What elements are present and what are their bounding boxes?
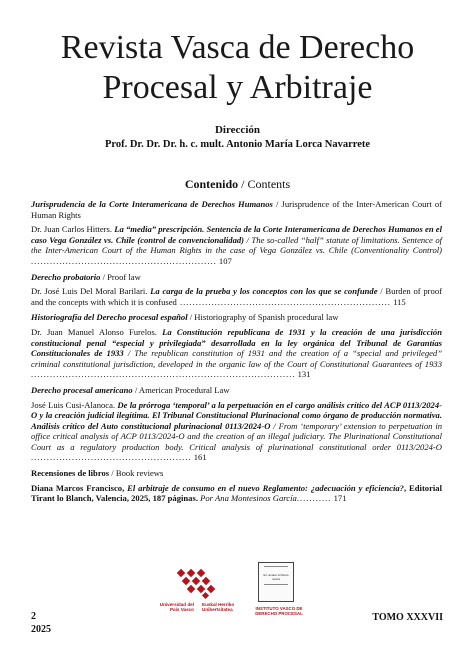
issue-info <box>31 610 51 636</box>
section-heading <box>31 385 442 396</box>
entry-page: 131 <box>297 369 311 380</box>
entry-leader: ........... <box>296 493 332 504</box>
entry-title-es: La Constitución republicana de 1931 y la creación de una jurisdicción constitucional penal “especial y privilegiada” desarrollada en la ley orgánica del Tribunal de Garantías Constitucionales de 1933 <box>31 326 442 359</box>
entry-page: 107 <box>218 255 232 266</box>
ivdp-logo <box>250 562 310 632</box>
review-entry[interactable] <box>31 483 442 504</box>
contents-heading-es: Contenido <box>184 177 239 191</box>
entry-title-es: La “media” prescripción. Sentencia de la Corte Interamericana de Derechos Humanos en el caso Vega González vs. Chile (control de convencionalidad) <box>31 224 442 245</box>
journal-title-line2: Procesal y Arbitraje <box>102 69 373 106</box>
review-publisher: , Editorial Tirant lo Blanch, Valencia, 2025, 187 páginas. <box>31 482 442 504</box>
section-title-en: / American Procedural Law <box>132 384 230 395</box>
director-name: Prof. Dr. Dr. Dr. h. c. mult. Antonio María Lorca Navarrete <box>104 139 371 150</box>
reviews-title-en: / Book reviews <box>109 468 164 479</box>
entry-title-en: / The so-called “half” statute of limitations. Sentence of the Inter-American Court of the Human Rights in the case of Vega González vs. Chile (Conventionality Control) <box>31 234 442 256</box>
reviews-title-es: Recensiones de libros <box>31 468 110 479</box>
section-title-es: Jurisprudencia de la Corte Interamericana de Derechos Humanos <box>31 199 273 209</box>
entry-title-es: La carga de la prueba y los conceptos con los que se confunde <box>150 286 378 297</box>
contents-heading-sep: / <box>238 177 248 191</box>
toc-section <box>31 199 442 267</box>
section-title-es: Historiografía del Derecho procesal español <box>31 312 188 323</box>
upv-caption: Universidad del País Vasco <box>159 602 194 613</box>
entry-title-es: De la prórroga ‘temporal’ a la perpetuación en el cargo análisis crítico del ACP 0113/2024-O y la creación judicial ilegítima. El Tribunal Constitucional Plurinacional como órgano de producción normativa. Análisis crítico del Auto constitucional plurinacional 0113/2024-O <box>31 399 442 431</box>
section-title-en: / Jurisprudence of the Inter-American Court of Human Rights <box>31 199 442 220</box>
issue-year: 2025 <box>31 624 51 635</box>
entry-author: Dr. Juan Carlos Hitters. <box>31 224 113 235</box>
section-title-en: / Historiography of Spanish procedural law <box>187 312 339 323</box>
entry-leader: ........................................................... <box>31 255 217 266</box>
entry-page: 115 <box>393 296 406 307</box>
toc-entry[interactable] <box>31 400 442 464</box>
entry-page: 171 <box>333 493 347 504</box>
toc-entry[interactable] <box>31 327 442 380</box>
ehu-caption: Euskal Herriko Unibertsitatea <box>202 602 235 613</box>
toc-section-reviews <box>31 468 442 504</box>
toc-section <box>31 385 442 463</box>
entry-title-en: / Burden of proof and the concepts with which it is confused <box>31 286 442 307</box>
review-book-title: El arbitraje de consumo en el nuevo Reglamento: ¿adecuación y eficiencia? <box>127 482 404 493</box>
upv-ehu-emblem-icon <box>176 568 222 600</box>
volume-label: TOMO XXXVII <box>372 612 443 623</box>
section-heading <box>31 272 442 283</box>
cover-footer <box>0 560 475 660</box>
entry-author: José Luis Cusi-Alanoca. <box>31 399 116 410</box>
entry-author: Dr. Juan Manuel Alonso Furelos. <box>31 326 157 337</box>
book-motto: Ex unitate fortitudo nostra <box>263 573 289 581</box>
section-title-en: / Proof law <box>100 271 141 282</box>
toc-section <box>31 312 442 380</box>
ivdp-caption: INSTITUTO VASCO DE DERECHO PROCESAL <box>255 606 303 617</box>
section-heading <box>31 312 442 323</box>
review-author: Diana Marcos Francisco, <box>31 482 128 493</box>
toc-section <box>31 272 442 308</box>
entry-leader: .................................................................................... <box>31 369 296 380</box>
toc-entry[interactable] <box>31 224 442 266</box>
journal-title-line1: Revista Vasca de Derecho <box>60 29 415 66</box>
issue-number: 2 <box>31 611 36 622</box>
toc-entry[interactable] <box>31 286 442 307</box>
section-heading <box>31 199 442 220</box>
contents-heading <box>0 177 475 192</box>
entry-title-en: / From ‘temporary’ extension to perpetuation in office critical analysis of ACP 0113/2024-O and the creation of an illegal judiciary. The Plurinational Constitutional Court as a regulatory production body. Critical analysis of plurinational constitutional order 0113/2024-O <box>31 420 443 452</box>
entry-author: Dr. José Luis Del Moral Barilari. <box>31 286 148 297</box>
book-emblem-icon <box>258 562 294 602</box>
entry-page: 161 <box>193 452 207 463</box>
contents-heading-en: Contents <box>247 177 291 191</box>
upv-ehu-logo <box>154 568 244 628</box>
section-title-es: Derecho procesal americano <box>31 384 133 395</box>
reviews-heading <box>31 468 442 479</box>
entry-title-en: / The republican constitution of 1931 and the creation of a “special and privileged” criminal constitutional jurisdiction, developed in the organic law of the Court of Constitutional Guarantees of 1933 <box>31 348 443 369</box>
table-of-contents <box>31 199 442 509</box>
section-title-es: Derecho probatorio <box>31 271 101 282</box>
direction-heading: Dirección <box>214 124 260 136</box>
entry-leader: ................................................... <box>31 452 192 463</box>
entry-leader: ................................................................... <box>176 296 391 307</box>
review-reviewer: Por Ana Montesinos García <box>197 493 297 504</box>
